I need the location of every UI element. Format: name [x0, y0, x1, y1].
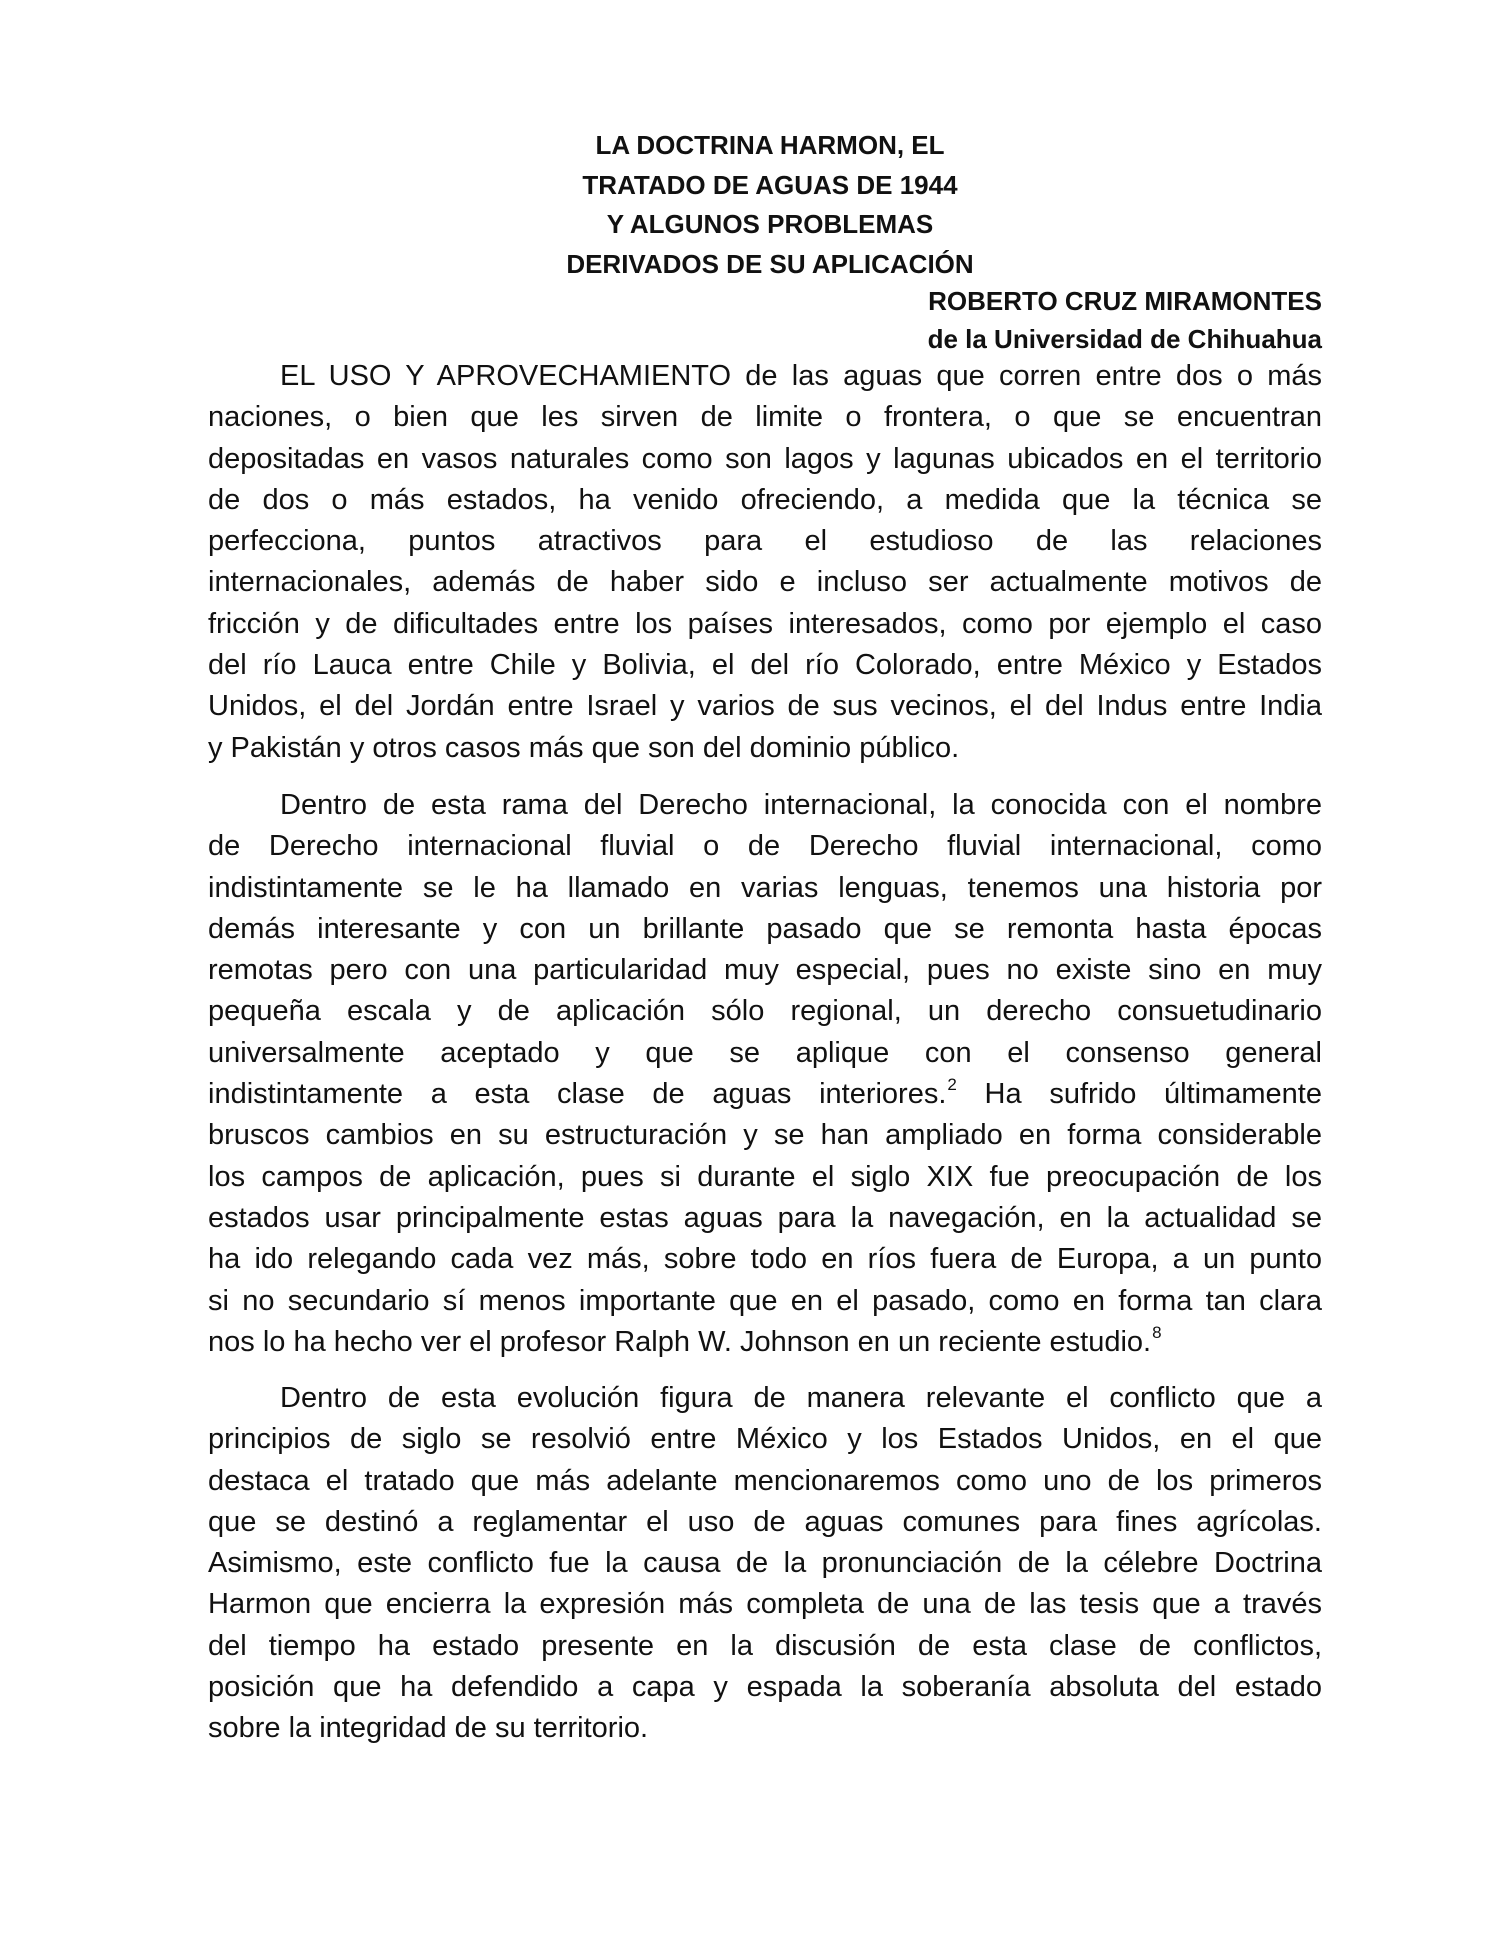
text-line: sobre la integridad de su territorio.	[208, 1712, 649, 1745]
title-line: TRATADO DE AGUAS DE 1944	[582, 169, 958, 200]
text-line: Unidos, el del Jordán entre Israel y varios de sus vecinos, el del Indus entre India	[208, 690, 1322, 723]
text-line: Dentro de esta evolución figura de manera relevante el conflicto que a	[280, 1382, 1322, 1414]
text-line: Asimismo, este conflicto fue la causa de la pronunciación de la célebre Doctrina	[208, 1547, 1322, 1580]
text-line: fricción y de dificultades entre los países interesados, como por ejemplo el caso	[208, 607, 1322, 640]
text-line: depositadas en vasos naturales como son lagos y lagunas ubicados en el territorio	[208, 442, 1322, 475]
text-line: pequeña escala y de aplicación sólo regional, un derecho consuetudinario	[208, 995, 1322, 1028]
title-line: LA DOCTRINA HARMON, EL	[595, 130, 945, 160]
text-line: universalmente aceptado y que se aplique con el consenso general	[208, 1036, 1322, 1069]
text-line: principios de siglo se resolvió entre México y los Estados Unidos, en el que	[208, 1423, 1322, 1456]
footnote-line: indistintamente a esta clase de aguas interiores.$^2$ Ha sufrido últimamente	[208, 1075, 1322, 1111]
paragraph-2	[208, 785, 1322, 1363]
text-line: Harmon que encierra la expresión más completa de una de las tesis que a través	[208, 1588, 1322, 1621]
text-line: internacionales, además de haber sido e incluso ser actualmente motivos de	[208, 566, 1322, 599]
footnote-ref-2[interactable]: 2	[947, 1075, 957, 1095]
footnote-ref-8[interactable]: 8	[1152, 1322, 1162, 1342]
text-line: bruscos cambios en su estructuración y se han ampliado en forma considerable	[208, 1119, 1322, 1152]
text-line: nos lo ha hecho ver el profesor Ralph W. Johnson en un reciente estudio.$^8$	[208, 1322, 1162, 1358]
text-line: los campos de aplicación, pues si durante el siglo XIX fue preocupación de los	[208, 1160, 1322, 1193]
title-line: DERIVADOS DE SU APLICACIÓN	[566, 248, 974, 279]
text-line: posición que ha defendido a capa y espada la soberanía absoluta del estado	[208, 1671, 1322, 1704]
text-line: si no secundario sí menos importante que en el pasado, como en forma tan clara	[208, 1284, 1322, 1317]
title-line: Y ALGUNOS PROBLEMAS	[606, 209, 934, 239]
text-line: y Pakistán y otros casos más que son del dominio público.	[208, 731, 960, 764]
text-line: del río Lauca entre Chile y Bolivia, el del río Colorado, entre México y Estados	[208, 649, 1322, 682]
article-title	[470, 126, 1070, 284]
text-line: demás interesante y con un brillante pasado que se remonta hasta épocas	[208, 912, 1322, 945]
text-line: de dos o más estados, ha venido ofreciendo, a medida que la técnica se	[208, 483, 1322, 516]
author-byline	[928, 282, 1322, 358]
text-line: naciones, o bien que les sirven de limite o frontera, o que se encuentran	[208, 401, 1322, 434]
text-line: de Derecho internacional fluvial o de Derecho fluvial internacional, como	[208, 830, 1322, 863]
text-line: destaca el tratado que más adelante mencionaremos como uno de los primeros	[208, 1464, 1322, 1497]
text-line: EL USO Y APROVECHAMIENTO de las aguas que corren entre dos o más	[280, 360, 1322, 392]
text-line: indistintamente se le ha llamado en varias lenguas, tenemos una historia por	[208, 871, 1322, 904]
paragraph-1	[208, 356, 1322, 769]
text-line: ha ido relegando cada vez más, sobre todo en ríos fuera de Europa, a un punto	[208, 1243, 1322, 1276]
author-affiliation: de la Universidad de Chihuahua	[927, 324, 1322, 354]
paragraph-3	[208, 1378, 1322, 1750]
text-line: que se destinó a reglamentar el uso de aguas comunes para fines agrícolas.	[208, 1505, 1322, 1538]
text-line	[208, 1074, 1322, 1115]
text-line: del tiempo ha estado presente en la discusión de esta clase de conflictos,	[208, 1629, 1322, 1662]
text-line: perfecciona, puntos atractivos para el estudioso de las relaciones	[208, 525, 1322, 558]
text-line: remotas pero con una particularidad muy especial, pues no existe sino en muy	[208, 954, 1322, 987]
text-line: Dentro de esta rama del Derecho internacional, la conocida con el nombre	[280, 789, 1322, 821]
author-name: ROBERTO CRUZ MIRAMONTES	[928, 286, 1322, 316]
text-line: estados usar principalmente estas aguas para la navegación, en la actualidad se	[208, 1201, 1322, 1234]
